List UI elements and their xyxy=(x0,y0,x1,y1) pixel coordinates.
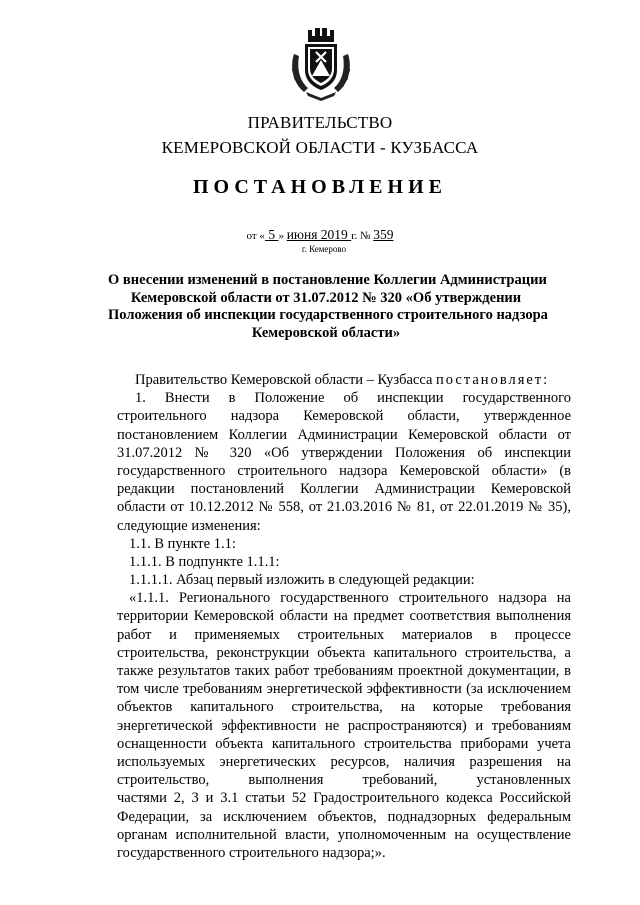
decree-number: 359 xyxy=(373,227,394,242)
body-line: следующие изменения: xyxy=(117,517,261,534)
title-line: О внесении изменений в постановление Коллегии Администрации xyxy=(108,272,547,288)
clause-1-1-1: 1.1.1. В подпункте 1.1.1: xyxy=(129,553,280,570)
quote-line: органам исполнительной власти, уполномоченным на осуществление xyxy=(117,826,571,843)
decree-title xyxy=(108,272,548,342)
intro-verb: постановляет: xyxy=(436,372,550,388)
body-line: редакции постановлений Коллегии Администрации Кемеровской xyxy=(117,481,571,498)
body-line: 31.07.2012 № 320 «Об утверждении Положения об инспекции xyxy=(117,444,571,461)
quote-line: Федерации, за исключением объектов, поднадзорных федеральным xyxy=(117,808,571,825)
intro-paragraph xyxy=(117,371,571,389)
document-type-heading: ПОСТАНОВЛЕНИЕ xyxy=(193,176,447,198)
quote-line: энергетической эффективности не распространяются) и требованиям xyxy=(117,717,571,734)
title-line: Кемеровской области» xyxy=(251,324,401,341)
date-number-label: г. № xyxy=(351,230,374,242)
body-line: государственного строительного надзора Кемеровской области» (в xyxy=(117,462,571,479)
quote-line: также результатов таких работ требованиям проектной документации, в xyxy=(117,663,571,679)
quote-line: строительство, выполнения требований, установленных xyxy=(117,772,571,789)
intro-text: Правительство Кемеровской области – Кузбасса xyxy=(135,372,437,388)
title-line: Кемеровской области от 31.07.2012 № 320 «Об утверждении xyxy=(130,289,522,306)
date-prefix: от « xyxy=(246,230,265,242)
quote-line: работ и применяемых строительных материалов в процессе xyxy=(117,626,571,643)
quote-line: том числе требованиям энергетической эффективности (за исключением xyxy=(117,681,571,698)
title-line: Положения об инспекции государственного строительного надзора xyxy=(108,307,548,323)
quote-line: «1.1.1. Регионального государственного строительного надзора на xyxy=(129,590,571,607)
quote-line: объектов капитального строительства, на которые требования xyxy=(117,699,571,716)
date-day: 5 xyxy=(264,227,279,242)
quote-line: используемых энергетических ресурсов, наличия разрешения на xyxy=(117,753,571,770)
quote-line: строительства, реконструкции объекта капитального строительства, а xyxy=(117,644,571,661)
quote-line: территории Кемеровской области на предмет соответствия выполнения xyxy=(117,608,571,625)
government-name-line2: КЕМЕРОВСКОЙ ОБЛАСТИ - КУЗБАССА xyxy=(161,138,479,157)
city-label: г. Кемерово xyxy=(301,244,347,254)
date-line xyxy=(0,227,640,243)
quote-line: оснащенности объекта капитального строительства приборами учета xyxy=(117,735,571,752)
date-mid: » xyxy=(278,230,287,242)
date-month-year: июня 2019 xyxy=(286,227,352,242)
decree-body xyxy=(117,371,571,862)
coat-of-arms-icon xyxy=(288,26,354,102)
quote-line: частями 2, 3 и 3.1 статьи 52 Градостроительного кодекса Российской xyxy=(117,790,571,807)
body-line: 1. Внести в Положение об инспекции государственного xyxy=(135,390,571,407)
clause-1-1: 1.1. В пункте 1.1: xyxy=(129,535,236,552)
government-name-line1: ПРАВИТЕЛЬСТВО xyxy=(247,113,393,132)
clause-1-1-1-1: 1.1.1.1. Абзац первый изложить в следующей редакции: xyxy=(129,572,475,589)
body-line: строительного надзора Кемеровской области, утвержденное xyxy=(117,408,571,425)
body-line: области от 10.12.2012 № 558, от 21.03.2016 № 81, от 22.01.2019 № 35), xyxy=(117,499,571,516)
body-line: постановлением Коллегии Администрации Кемеровской области от xyxy=(117,426,571,443)
quote-line: государственного строительного надзора;». xyxy=(117,844,386,861)
